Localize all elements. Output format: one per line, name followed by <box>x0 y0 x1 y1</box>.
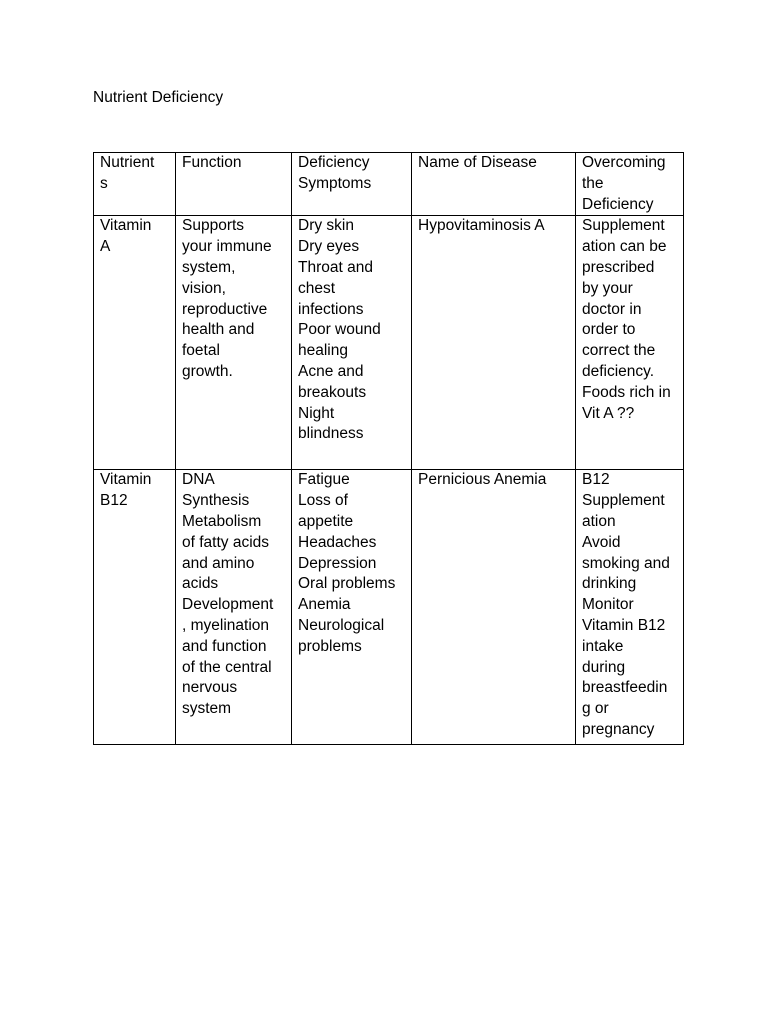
cell-line: and amino <box>182 554 255 572</box>
cell-line: Fatigue <box>298 471 350 489</box>
document-title: Nutrient Deficiency <box>93 89 224 106</box>
symptoms-cell <box>292 216 412 470</box>
cell-line: breastfeedin <box>582 679 668 697</box>
cell-line: smoking and <box>582 554 670 572</box>
cell-line: Hypovitaminosis A <box>418 217 545 235</box>
cell-line: order to <box>582 321 636 339</box>
cell-line: acids <box>182 575 219 593</box>
cell-line: Metabolism <box>182 512 262 530</box>
cell-line: s <box>100 174 108 192</box>
cell-line: healing <box>298 342 348 360</box>
cell-line: Depression <box>298 554 377 572</box>
cell-line: blindness <box>298 425 364 443</box>
cell-line: drinking <box>582 575 637 593</box>
cell-line: Vitamin <box>100 217 152 235</box>
cell-line: Foods rich in <box>582 383 671 401</box>
cell-line: Name of Disease <box>418 154 537 171</box>
function-cell <box>176 216 292 470</box>
cell-line: Throat and <box>298 258 373 276</box>
cell-line: Night <box>298 404 335 422</box>
cell-line: breakouts <box>298 383 367 401</box>
nutrient-cell <box>94 470 176 745</box>
cell-line: during <box>582 658 626 676</box>
cell-line: Development <box>182 596 274 614</box>
cell-line: prescribed <box>582 258 655 276</box>
function-cell <box>176 470 292 745</box>
cell-line: Supplement <box>582 492 665 510</box>
cell-line: infections <box>298 300 364 318</box>
disease-cell <box>412 216 576 470</box>
symptoms-cell <box>292 470 412 745</box>
nutrient-deficiency-table <box>93 152 684 745</box>
cell-line: DNA <box>182 471 215 489</box>
cell-line: , myelination <box>182 616 270 634</box>
cell-line: foetal <box>182 342 220 360</box>
cell-line: system <box>182 700 232 718</box>
cell-line: Oral problems <box>298 575 396 593</box>
header-cell-overcoming <box>576 153 684 216</box>
overcoming-cell <box>576 216 684 470</box>
cell-line: Poor wound <box>298 321 381 339</box>
header-cell-name-of-disease <box>412 153 576 216</box>
cell-line: nervous <box>182 679 238 697</box>
cell-line: Overcoming <box>582 154 666 171</box>
cell-line: intake <box>582 637 624 655</box>
cell-line: your immune <box>182 238 272 256</box>
cell-line: B12 <box>582 471 610 489</box>
cell-line: health and <box>182 321 255 339</box>
nutrient-cell <box>94 216 176 470</box>
cell-line: Vitamin <box>100 471 152 489</box>
cell-line: Deficiency <box>298 154 370 171</box>
cell-line: appetite <box>298 512 354 530</box>
cell-line: the <box>582 174 604 192</box>
cell-line: pregnancy <box>582 720 655 738</box>
cell-line: Synthesis <box>182 492 250 510</box>
cell-line: Headaches <box>298 533 377 551</box>
cell-line: Nutrient <box>100 154 155 171</box>
cell-line: Supplement <box>582 217 665 235</box>
cell-line: A <box>100 238 111 256</box>
cell-line: system, <box>182 258 236 276</box>
cell-line: growth. <box>182 362 233 380</box>
cell-line: problems <box>298 637 362 655</box>
cell-line: of the central <box>182 658 272 676</box>
cell-line: ation can be <box>582 238 667 256</box>
cell-line: Pernicious Anemia <box>418 471 547 489</box>
cell-line: Supports <box>182 217 245 235</box>
cell-line: g or <box>582 700 609 718</box>
table-header-row <box>94 153 684 216</box>
table-row <box>94 216 684 470</box>
cell-line: vision, <box>182 279 226 297</box>
cell-line: chest <box>298 279 336 297</box>
cell-line: Neurological <box>298 616 385 634</box>
cell-line: Monitor <box>582 596 634 614</box>
header-cell-deficiency-symptoms <box>292 153 412 216</box>
cell-line: Symptoms <box>298 174 372 192</box>
disease-cell <box>412 470 576 745</box>
cell-line: Dry skin <box>298 217 354 235</box>
cell-line: reproductive <box>182 300 268 318</box>
cell-line: Function <box>182 154 242 171</box>
cell-line: doctor in <box>582 300 642 318</box>
cell-line: Dry eyes <box>298 238 360 256</box>
cell-line: and function <box>182 637 267 655</box>
header-cell-nutrients <box>94 153 176 216</box>
cell-line: Vitamin B12 <box>582 616 666 634</box>
cell-line: Deficiency <box>582 195 654 213</box>
cell-line: correct the <box>582 342 656 360</box>
cell-line: Acne and <box>298 362 364 380</box>
table-row <box>94 470 684 745</box>
cell-line: B12 <box>100 492 128 510</box>
header-cell-function <box>176 153 292 216</box>
cell-line: by your <box>582 279 633 297</box>
cell-line: Anemia <box>298 596 351 614</box>
cell-line: deficiency. <box>582 362 655 380</box>
cell-line: of fatty acids <box>182 533 270 551</box>
overcoming-cell <box>576 470 684 745</box>
cell-line: Loss of <box>298 492 348 510</box>
cell-line: Avoid <box>582 533 621 551</box>
cell-line: Vit A ?? <box>582 404 635 422</box>
cell-line: ation <box>582 512 616 530</box>
